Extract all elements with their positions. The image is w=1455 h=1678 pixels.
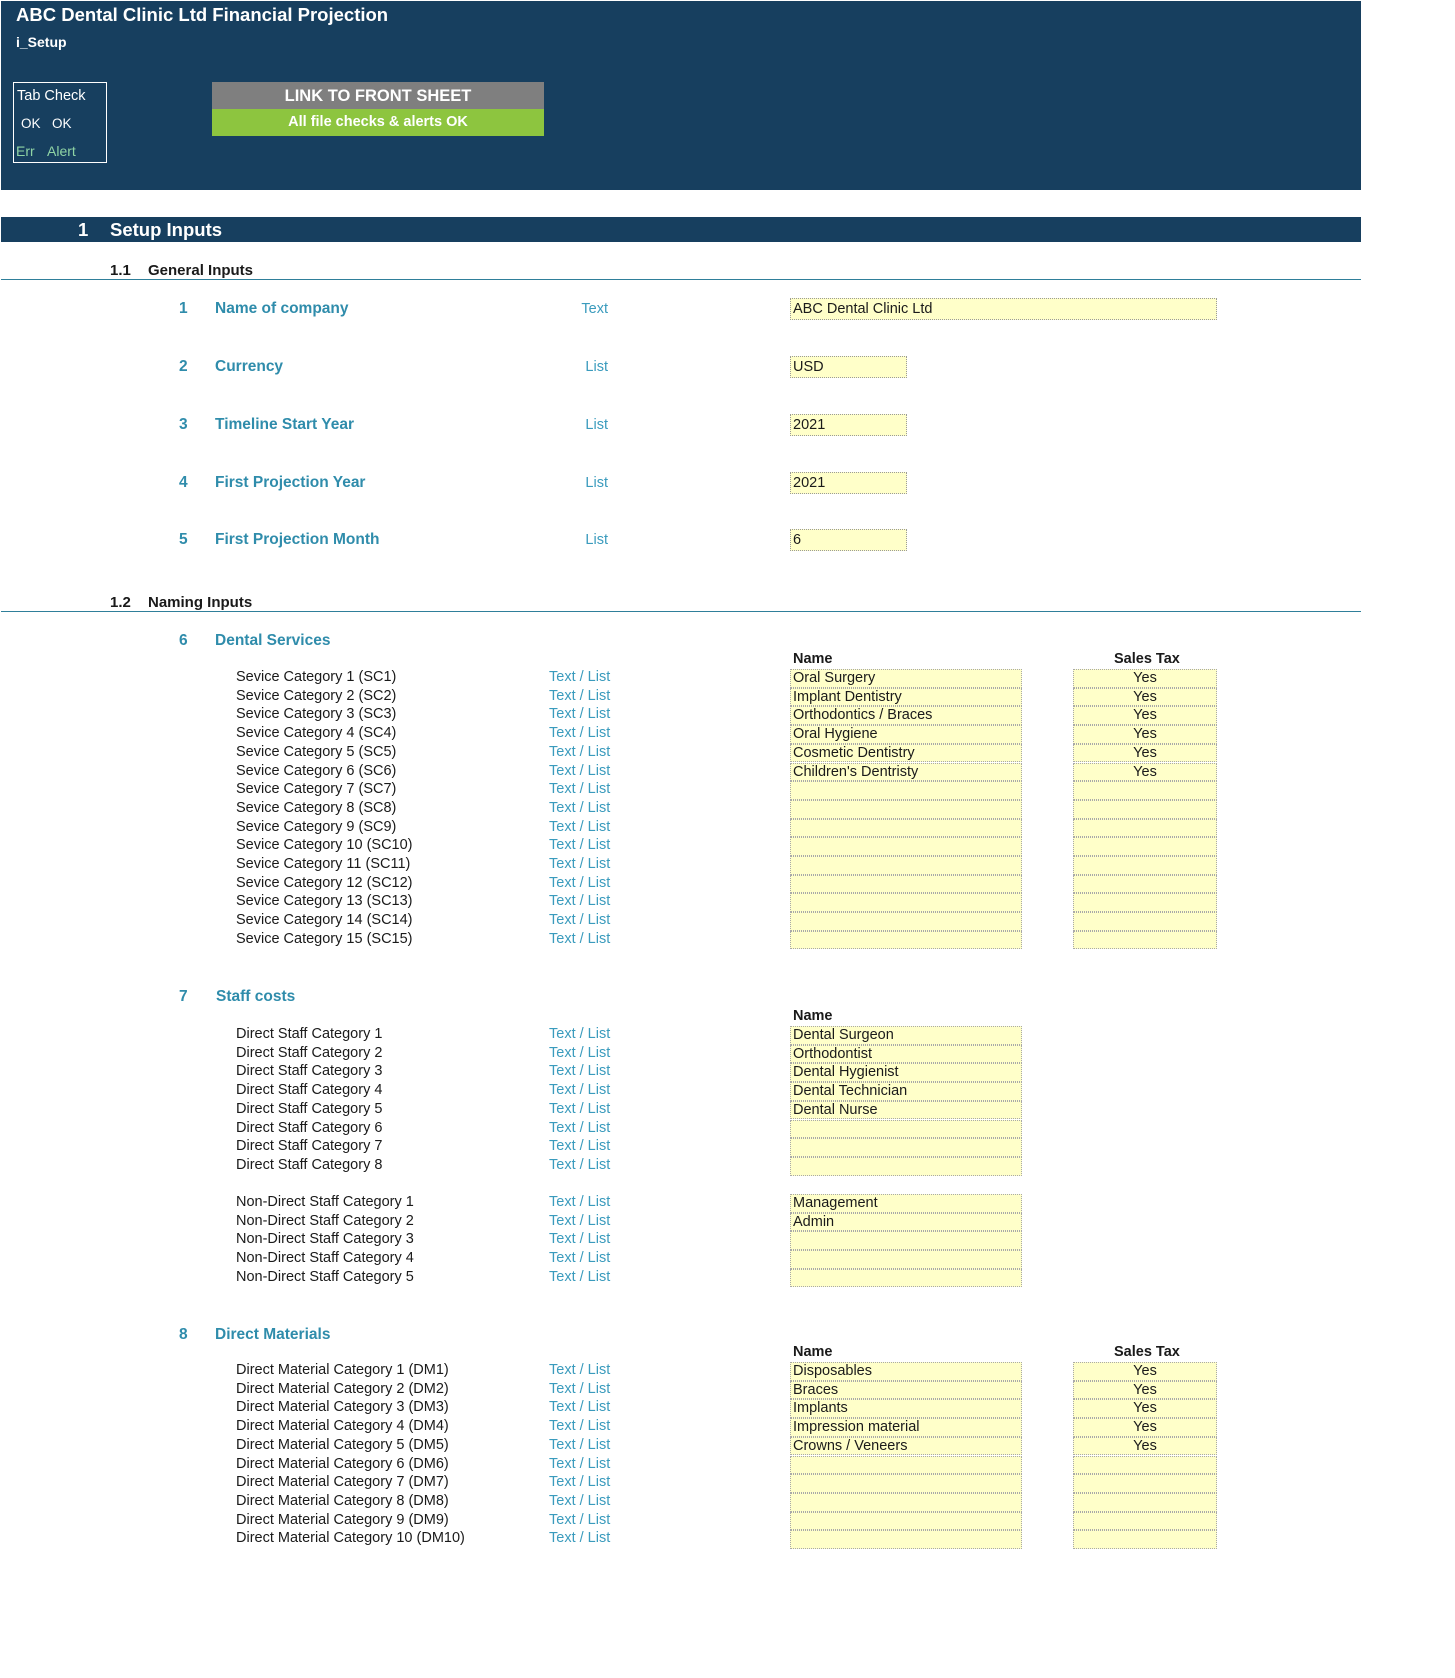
non-direct-staff-category-label: Non-Direct Staff Category 4	[236, 1250, 414, 1267]
non-direct-staff-category-type: Text / List	[549, 1212, 611, 1229]
direct-staff-category-label: Direct Staff Category 7	[236, 1138, 383, 1155]
service-category-label: Sevice Category 8 (SC8)	[236, 799, 397, 816]
direct-staff-category-type: Text / List	[549, 1119, 611, 1136]
service-category-sales-tax-input[interactable]	[1073, 837, 1217, 856]
service-category-type: Text / List	[549, 856, 611, 872]
service-category-label: Sevice Category 9 (SC9)	[236, 818, 397, 835]
general-item-label: First Projection Year	[215, 474, 366, 491]
direct-staff-category-name-input[interactable]	[790, 1157, 1022, 1176]
direct-material-category-label: Direct Material Category 1 (DM1)	[236, 1362, 449, 1378]
non-direct-staff-category-type: Text / List	[549, 1194, 611, 1210]
page-title: ABC Dental Clinic Ltd Financial Projection	[16, 4, 389, 25]
service-category-label: Sevice Category 2 (SC2)	[236, 687, 397, 704]
service-category-name-input[interactable]: Orthodontics / Braces	[790, 706, 1022, 725]
direct-material-category-type: Text / List	[549, 1511, 611, 1528]
direct-material-category-name-input[interactable]: Braces	[790, 1381, 1022, 1400]
direct-material-category-sales-tax-input[interactable]: Yes	[1073, 1418, 1217, 1437]
tab-check-title: Tab Check	[17, 88, 86, 104]
direct-staff-category-label: Direct Staff Category 2	[236, 1044, 383, 1061]
direct-materials-number: 8	[179, 1326, 188, 1343]
service-category-name-input[interactable]	[790, 893, 1022, 912]
direct-material-category-type: Text / List	[549, 1436, 611, 1453]
direct-material-category-label: Direct Material Category 6 (DM6)	[236, 1455, 449, 1472]
direct-material-category-type: Text / List	[549, 1399, 611, 1416]
tab-check-err: Err	[16, 143, 35, 159]
services-name-header: Name	[793, 651, 833, 667]
staff-costs-title: Staff costs	[216, 988, 296, 1005]
direct-material-category-label: Direct Material Category 9 (DM9)	[236, 1511, 449, 1528]
direct-material-category-type: Text / List	[549, 1455, 611, 1472]
direct-material-category-sales-tax-input[interactable]: Yes	[1073, 1362, 1217, 1381]
service-category-type: Text / List	[549, 874, 611, 891]
service-category-label: Sevice Category 7 (SC7)	[236, 781, 397, 798]
non-direct-staff-category-name-input[interactable]	[790, 1269, 1022, 1288]
service-category-label: Sevice Category 1 (SC1)	[236, 669, 397, 685]
direct-material-category-sales-tax-input[interactable]: Yes	[1073, 1381, 1217, 1400]
non-direct-staff-category-label: Non-Direct Staff Category 5	[236, 1268, 414, 1285]
direct-staff-category-name-input[interactable]: Dental Surgeon	[790, 1026, 1022, 1045]
service-category-name-input[interactable]: Cosmetic Dentistry	[790, 744, 1022, 763]
service-category-label: Sevice Category 15 (SC15)	[236, 930, 413, 947]
tab-check-ok-2: OK	[52, 116, 72, 131]
service-category-label: Sevice Category 3 (SC3)	[236, 706, 397, 723]
materials-tax-header: Sales Tax	[1114, 1344, 1180, 1360]
service-category-sales-tax-input[interactable]	[1073, 781, 1217, 800]
service-category-type: Text / List	[549, 725, 611, 742]
general-item-number: 5	[179, 531, 188, 548]
non-direct-staff-category-name-input[interactable]	[790, 1250, 1022, 1269]
service-category-type: Text / List	[549, 818, 611, 835]
dental-services-number: 6	[179, 632, 188, 649]
direct-staff-category-type: Text / List	[549, 1026, 611, 1042]
direct-staff-category-type: Text / List	[549, 1100, 611, 1117]
staff-costs-number: 7	[179, 988, 188, 1005]
tab-check-panel	[13, 82, 107, 163]
direct-material-category-sales-tax-input[interactable]	[1073, 1456, 1217, 1475]
link-to-front-sheet-button[interactable]: LINK TO FRONT SHEET	[212, 82, 544, 109]
direct-material-category-label: Direct Material Category 7 (DM7)	[236, 1474, 449, 1491]
naming-inputs-rule	[1, 611, 1361, 612]
direct-material-category-label: Direct Material Category 2 (DM2)	[236, 1380, 449, 1397]
general-inputs-rule	[1, 279, 1361, 280]
general-item-number: 1	[179, 300, 188, 317]
file-checks-status: All file checks & alerts OK	[212, 109, 544, 136]
direct-material-category-type: Text / List	[549, 1418, 611, 1435]
direct-material-category-sales-tax-input[interactable]	[1073, 1512, 1217, 1531]
general-item-type: Text	[581, 301, 608, 317]
general-item-type: List	[585, 475, 608, 491]
direct-staff-category-type: Text / List	[549, 1044, 611, 1061]
direct-staff-category-name-input[interactable]	[790, 1138, 1022, 1157]
tab-check-alert: Alert	[47, 143, 76, 159]
direct-material-category-label: Direct Material Category 10 (DM10)	[236, 1530, 465, 1547]
service-category-name-input[interactable]: Children's Dentristy	[790, 763, 1022, 782]
direct-material-category-sales-tax-input[interactable]: Yes	[1073, 1437, 1217, 1456]
direct-material-category-type: Text / List	[549, 1362, 611, 1378]
service-category-label: Sevice Category 4 (SC4)	[236, 725, 397, 742]
service-category-name-input[interactable]	[790, 819, 1022, 838]
non-direct-staff-category-name-input[interactable]	[790, 1231, 1022, 1250]
service-category-name-input[interactable]	[790, 856, 1022, 875]
non-direct-staff-category-label: Non-Direct Staff Category 3	[236, 1231, 414, 1248]
general-item-label: First Projection Month	[215, 531, 380, 548]
service-category-type: Text / List	[549, 893, 611, 910]
service-category-name-input[interactable]	[790, 912, 1022, 931]
services-tax-header: Sales Tax	[1114, 651, 1180, 667]
direct-material-category-label: Direct Material Category 3 (DM3)	[236, 1399, 449, 1416]
direct-staff-category-label: Direct Staff Category 8	[236, 1156, 383, 1173]
service-category-type: Text / List	[549, 930, 611, 947]
section-title: Setup Inputs	[110, 219, 223, 240]
service-category-label: Sevice Category 10 (SC10)	[236, 837, 413, 854]
service-category-name-input[interactable]	[790, 931, 1022, 950]
non-direct-staff-category-name-input[interactable]: Management	[790, 1194, 1022, 1213]
non-direct-staff-category-label: Non-Direct Staff Category 1	[236, 1194, 414, 1210]
direct-material-category-name-input[interactable]: Impression material	[790, 1418, 1022, 1437]
direct-material-category-type: Text / List	[549, 1530, 611, 1547]
service-category-type: Text / List	[549, 781, 611, 798]
service-category-type: Text / List	[549, 687, 611, 704]
general-inputs-number: 1.1	[110, 262, 131, 279]
service-category-sales-tax-input[interactable]	[1073, 893, 1217, 912]
service-category-sales-tax-input[interactable]: Yes	[1073, 688, 1217, 707]
general-item-number: 2	[179, 358, 188, 375]
direct-material-category-name-input[interactable]	[790, 1530, 1022, 1549]
service-category-label: Sevice Category 11 (SC11)	[236, 856, 411, 872]
service-category-sales-tax-input[interactable]	[1073, 875, 1217, 894]
direct-material-category-type: Text / List	[549, 1492, 611, 1509]
direct-material-category-name-input[interactable]: Disposables	[790, 1362, 1022, 1381]
general-item-label: Name of company	[215, 300, 349, 317]
direct-staff-category-name-input[interactable]: Orthodontist	[790, 1045, 1022, 1064]
staff-name-header: Name	[793, 1008, 833, 1024]
direct-material-category-sales-tax-input[interactable]: Yes	[1073, 1399, 1217, 1418]
direct-staff-category-label: Direct Staff Category 4	[236, 1082, 383, 1099]
service-category-name-input[interactable]	[790, 837, 1022, 856]
general-item-input[interactable]: 2021	[790, 414, 907, 436]
general-inputs-title: General Inputs	[148, 262, 254, 279]
direct-material-category-name-input[interactable]	[790, 1456, 1022, 1475]
direct-material-category-name-input[interactable]: Crowns / Veneers	[790, 1437, 1022, 1456]
direct-material-category-name-input[interactable]	[790, 1493, 1022, 1512]
direct-material-category-name-input[interactable]	[790, 1512, 1022, 1531]
service-category-sales-tax-input[interactable]: Yes	[1073, 725, 1217, 744]
general-item-input[interactable]: 6	[790, 529, 907, 551]
service-category-label: Sevice Category 6 (SC6)	[236, 762, 397, 779]
direct-material-category-name-input[interactable]	[790, 1474, 1022, 1493]
sheet-header	[1, 1, 1361, 190]
service-category-sales-tax-input[interactable]: Yes	[1073, 706, 1217, 725]
direct-staff-category-type: Text / List	[549, 1156, 611, 1173]
general-item-input[interactable]: ABC Dental Clinic Ltd	[790, 298, 1217, 320]
direct-material-category-sales-tax-input[interactable]	[1073, 1493, 1217, 1512]
service-category-sales-tax-input[interactable]	[1073, 931, 1217, 950]
direct-material-category-sales-tax-input[interactable]	[1073, 1530, 1217, 1549]
non-direct-staff-category-type: Text / List	[549, 1250, 611, 1267]
non-direct-staff-category-type: Text / List	[549, 1231, 611, 1248]
service-category-sales-tax-input[interactable]: Yes	[1073, 669, 1217, 688]
service-category-name-input[interactable]: Oral Hygiene	[790, 725, 1022, 744]
general-item-label: Currency	[215, 358, 284, 375]
service-category-type: Text / List	[549, 762, 611, 779]
service-category-label: Sevice Category 12 (SC12)	[236, 874, 413, 891]
direct-material-category-label: Direct Material Category 5 (DM5)	[236, 1436, 449, 1453]
direct-staff-category-name-input[interactable]: Dental Nurse	[790, 1101, 1022, 1120]
service-category-sales-tax-input[interactable]: Yes	[1073, 763, 1217, 782]
direct-staff-category-name-input[interactable]	[790, 1120, 1022, 1139]
direct-materials-title: Direct Materials	[215, 1326, 331, 1343]
service-category-name-input[interactable]	[790, 800, 1022, 819]
direct-material-category-type: Text / List	[549, 1380, 611, 1397]
direct-staff-category-type: Text / List	[549, 1082, 611, 1099]
service-category-label: Sevice Category 13 (SC13)	[236, 893, 413, 910]
service-category-type: Text / List	[549, 743, 611, 760]
non-direct-staff-category-type: Text / List	[549, 1268, 611, 1285]
naming-inputs-title: Naming Inputs	[148, 594, 253, 611]
service-category-type: Text / List	[549, 912, 611, 929]
service-category-type: Text / List	[549, 799, 611, 816]
direct-material-category-label: Direct Material Category 4 (DM4)	[236, 1418, 449, 1435]
service-category-type: Text / List	[549, 706, 611, 723]
service-category-name-input[interactable]	[790, 781, 1022, 800]
direct-staff-category-type: Text / List	[549, 1138, 611, 1155]
direct-material-category-label: Direct Material Category 8 (DM8)	[236, 1492, 449, 1509]
general-item-type: List	[585, 359, 608, 375]
direct-material-category-name-input[interactable]: Implants	[790, 1399, 1022, 1418]
service-category-name-input[interactable]: Oral Surgery	[790, 669, 1022, 688]
service-category-type: Text / List	[549, 669, 611, 685]
general-item-type: List	[585, 417, 608, 433]
direct-staff-category-type: Text / List	[549, 1063, 611, 1080]
non-direct-staff-category-label: Non-Direct Staff Category 2	[236, 1212, 414, 1229]
service-category-label: Sevice Category 5 (SC5)	[236, 743, 397, 760]
service-category-sales-tax-input[interactable]	[1073, 819, 1217, 838]
general-item-type: List	[585, 532, 608, 548]
sheet-name: i_Setup	[16, 34, 67, 50]
service-category-sales-tax-input[interactable]	[1073, 800, 1217, 819]
non-direct-staff-category-name-input[interactable]: Admin	[790, 1213, 1022, 1232]
service-category-name-input[interactable]	[790, 875, 1022, 894]
service-category-label: Sevice Category 14 (SC14)	[236, 912, 413, 929]
general-item-input[interactable]: 2021	[790, 472, 907, 494]
direct-staff-category-name-input[interactable]: Dental Hygienist	[790, 1063, 1022, 1082]
direct-staff-category-label: Direct Staff Category 5	[236, 1100, 383, 1117]
service-category-sales-tax-input[interactable]	[1073, 856, 1217, 875]
dental-services-title: Dental Services	[215, 632, 331, 649]
general-item-number: 4	[179, 474, 188, 491]
direct-material-category-sales-tax-input[interactable]	[1073, 1474, 1217, 1493]
general-item-input[interactable]: USD	[790, 356, 907, 378]
general-item-number: 3	[179, 416, 188, 433]
direct-staff-category-label: Direct Staff Category 1	[236, 1026, 383, 1042]
direct-staff-category-name-input[interactable]: Dental Technician	[790, 1082, 1022, 1101]
direct-staff-category-label: Direct Staff Category 6	[236, 1119, 383, 1136]
materials-name-header: Name	[793, 1344, 833, 1360]
direct-staff-category-label: Direct Staff Category 3	[236, 1063, 383, 1080]
direct-material-category-type: Text / List	[549, 1474, 611, 1491]
service-category-type: Text / List	[549, 837, 611, 854]
service-category-sales-tax-input[interactable]	[1073, 912, 1217, 931]
tab-check-ok-1: OK	[21, 116, 41, 131]
service-category-sales-tax-input[interactable]: Yes	[1073, 744, 1217, 763]
section-number: 1	[78, 219, 89, 240]
section-band	[1, 217, 1361, 242]
general-item-label: Timeline Start Year	[215, 416, 355, 433]
service-category-name-input[interactable]: Implant Dentistry	[790, 688, 1022, 707]
naming-inputs-number: 1.2	[110, 594, 131, 611]
